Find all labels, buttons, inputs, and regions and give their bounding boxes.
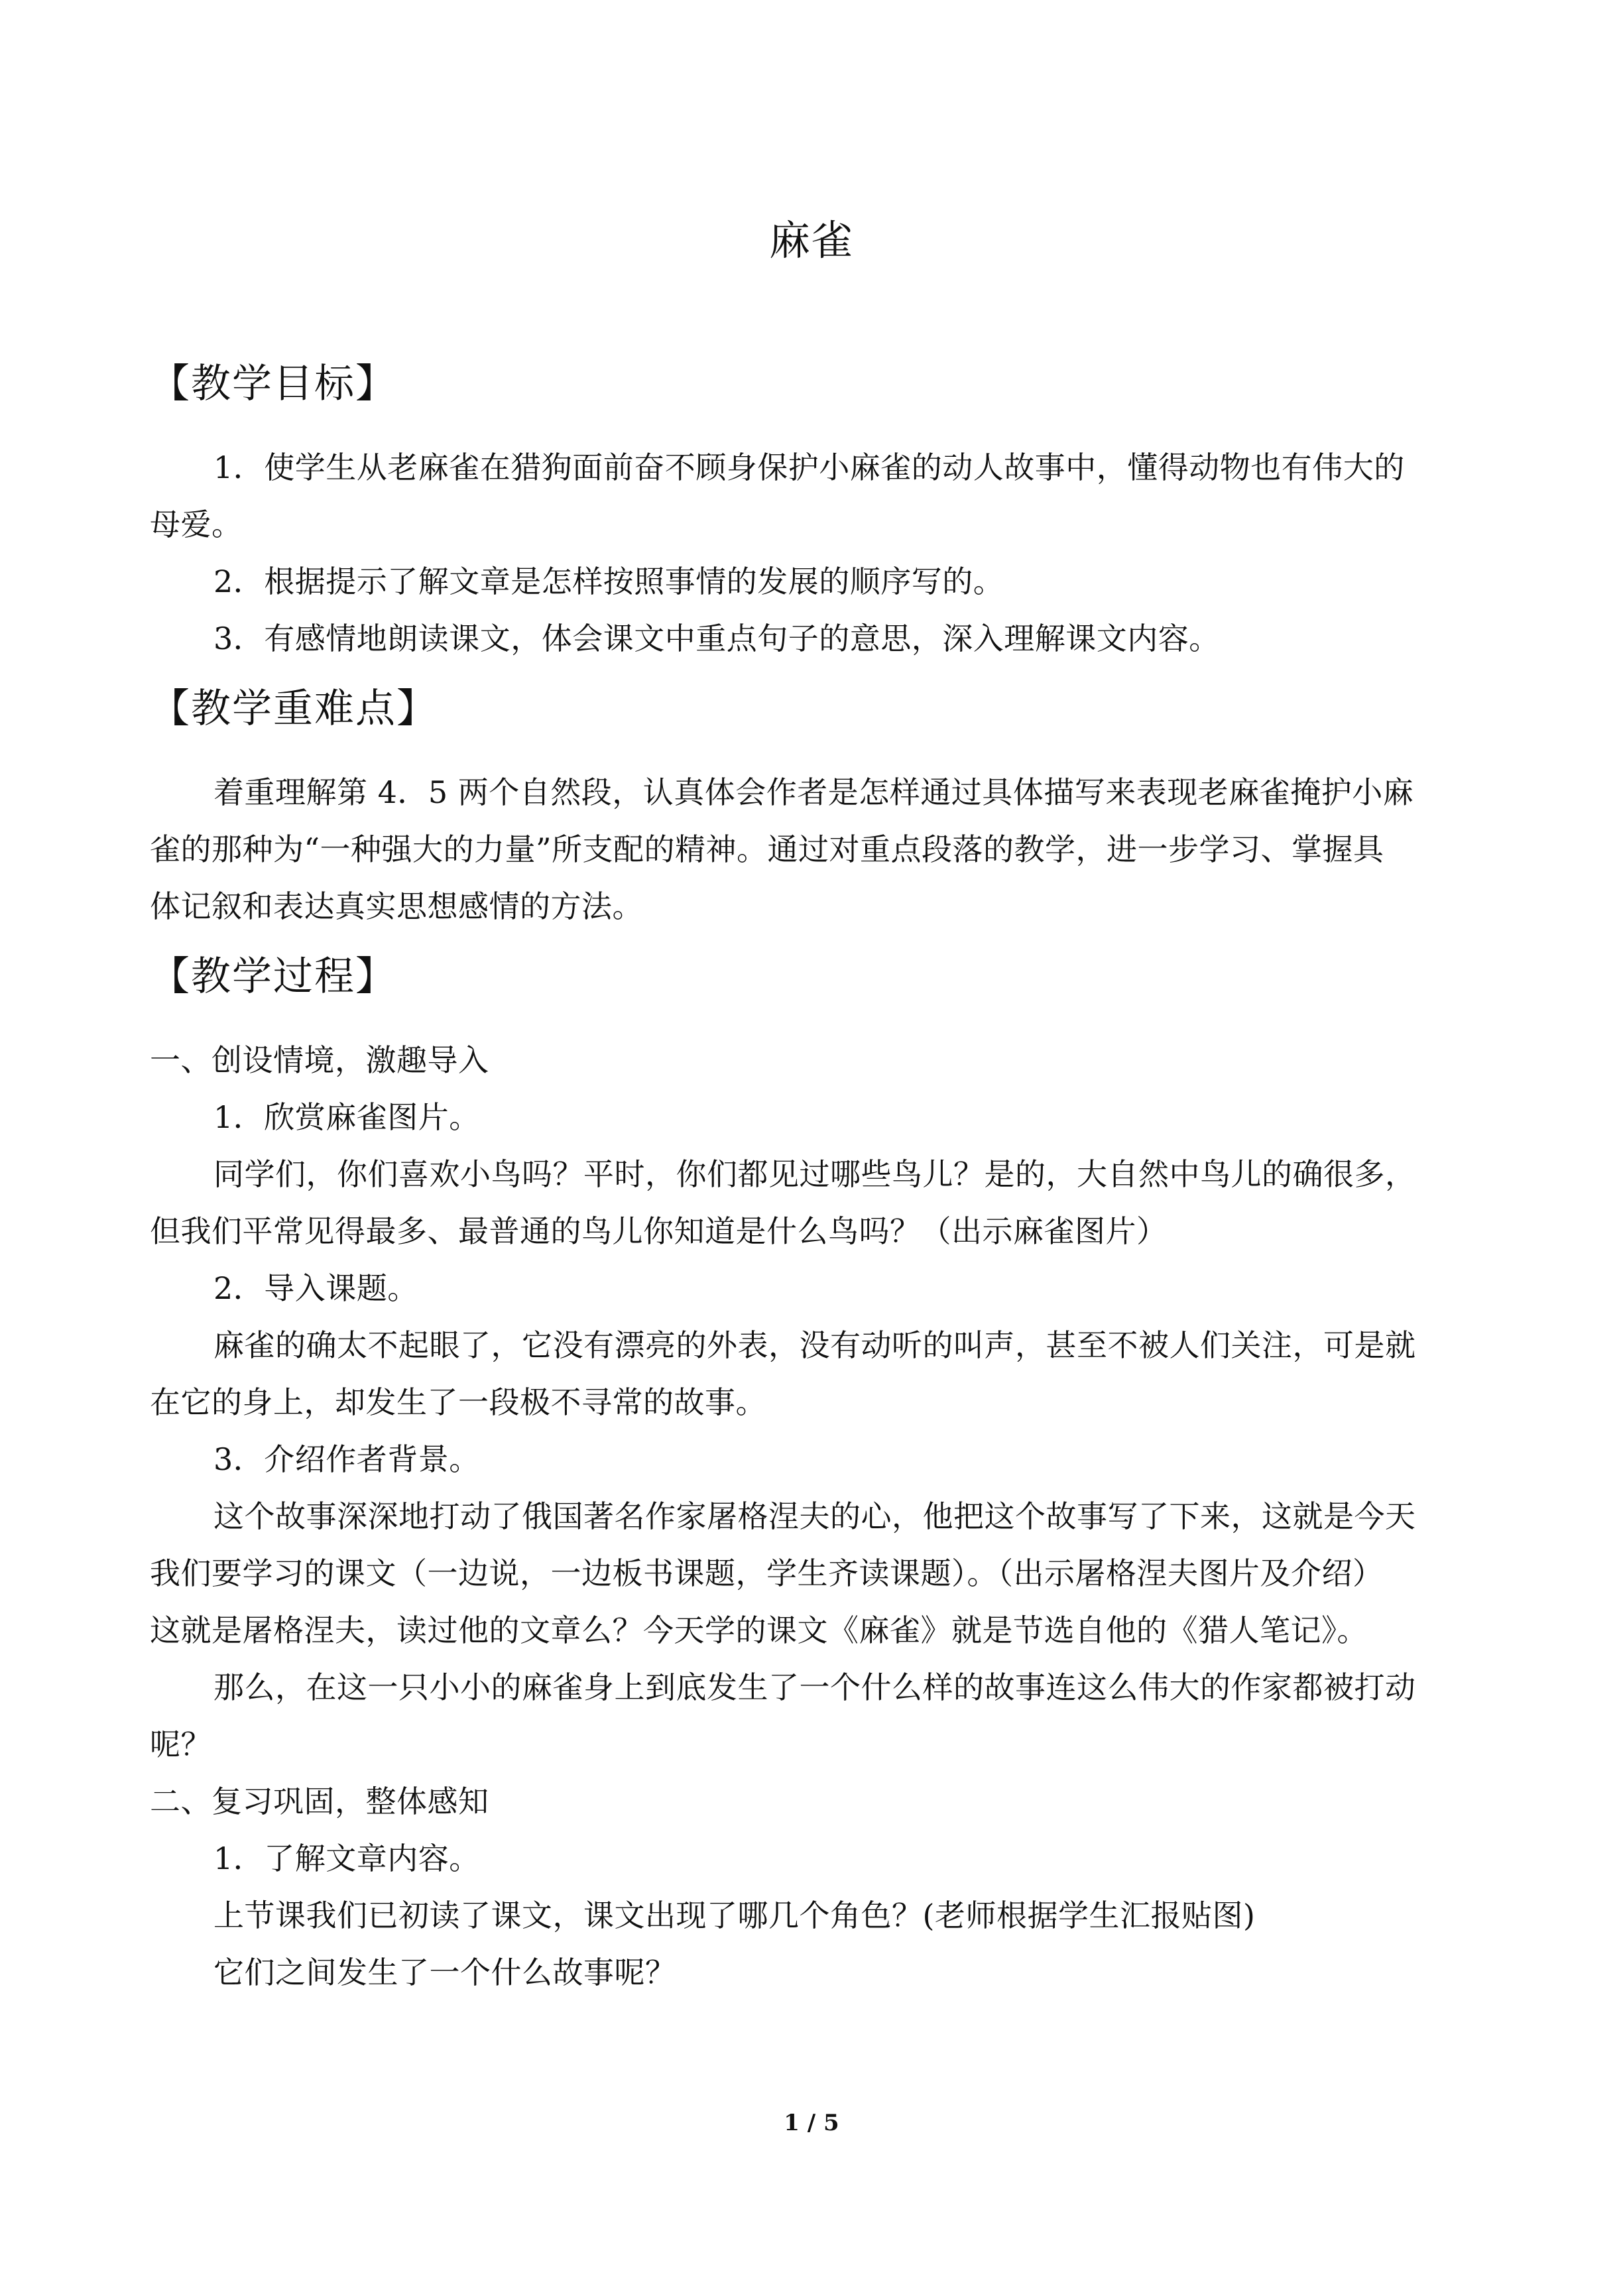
heading-key-points: 【教学重难点】 <box>150 686 438 732</box>
part-2-step-1: 1．了解文章内容。 <box>213 1841 480 1876</box>
key-points-line-1: 着重理解第 4．5 两个自然段，认真体会作者是怎样通过具体描写来表现老麻雀掩护小麻 <box>213 774 1414 810</box>
part-2-step-1-line-1: 上节课我们已初读了课文，课文出现了哪几个角色？(老师根据学生汇报贴图) <box>213 1898 1256 1933</box>
part-1-step-1-line-1: 同学们，你们喜欢小鸟吗？平时，你们都见过哪些鸟儿？是的，大自然中鸟儿的确很多， <box>213 1156 1416 1192</box>
heading-teaching-goals: 【教学目标】 <box>150 361 396 407</box>
part-2-step-1-line-2: 它们之间发生了一个什么故事呢？ <box>213 1955 676 1990</box>
part-1-step-3-line-1: 这个故事深深地打动了俄国著名作家屠格涅夫的心，他把这个故事写了下来，这就是今天 <box>213 1498 1416 1534</box>
part-1-step-2-line-1: 麻雀的确太不起眼了，它没有漂亮的外表，没有动听的叫声，甚至不被人们关注，可是就 <box>213 1327 1416 1363</box>
part-2-title: 二、复习巩固，整体感知 <box>150 1783 489 1819</box>
part-1-title: 一、创设情境，激趣导入 <box>150 1042 489 1078</box>
part-1-step-3-line-2: 我们要学习的课文（一边说，一边板书课题，学生齐读课题）。（出示屠格涅夫图片及介绍） <box>150 1555 1384 1591</box>
part-1-step-2-line-2: 在它的身上，却发生了一段极不寻常的故事。 <box>150 1384 766 1420</box>
part-1-step-3-line-3: 这就是屠格涅夫，读过他的文章么？今天学的课文《麻雀》就是节选自他的《猎人笔记》。 <box>150 1612 1368 1648</box>
goal-1-line-1: 1．使学生从老麻雀在猎狗面前奋不顾身保护小麻雀的动人故事中，懂得动物也有伟大的 <box>213 450 1405 485</box>
part-1-step-3-line-4: 那么，在这一只小小的麻雀身上到底发生了一个什么样的故事连这么伟大的作家都被打动 <box>213 1669 1416 1705</box>
part-1-step-1-line-2: 但我们平常见得最多、最普通的鸟儿你知道是什么鸟吗？（出示麻雀图片） <box>150 1213 1168 1249</box>
part-1-step-2: 2．导入课题。 <box>213 1270 418 1306</box>
part-1-step-3: 3．介绍作者背景。 <box>213 1441 480 1477</box>
goal-2: 2．根据提示了解文章是怎样按照事情的发展的顺序写的。 <box>213 564 1004 599</box>
page-number: 1 / 5 <box>784 2110 839 2136</box>
key-points-line-2: 雀的那种为“一种强大的力量”所支配的精神。通过对重点段落的教学，进一步学习、掌握具 <box>150 831 1384 867</box>
part-1-step-1: 1．欣赏麻雀图片。 <box>213 1099 480 1135</box>
document-title: 麻雀 <box>768 216 854 265</box>
goal-3: 3．有感情地朗读课文，体会课文中重点句子的意思，深入理解课文内容。 <box>213 621 1220 656</box>
goal-1-line-2: 母爱。 <box>150 507 243 542</box>
key-points-line-3: 体记叙和表达真实思想感情的方法。 <box>150 888 643 924</box>
heading-teaching-process: 【教学过程】 <box>150 953 396 1000</box>
part-1-step-3-line-5: 呢？ <box>150 1726 211 1762</box>
